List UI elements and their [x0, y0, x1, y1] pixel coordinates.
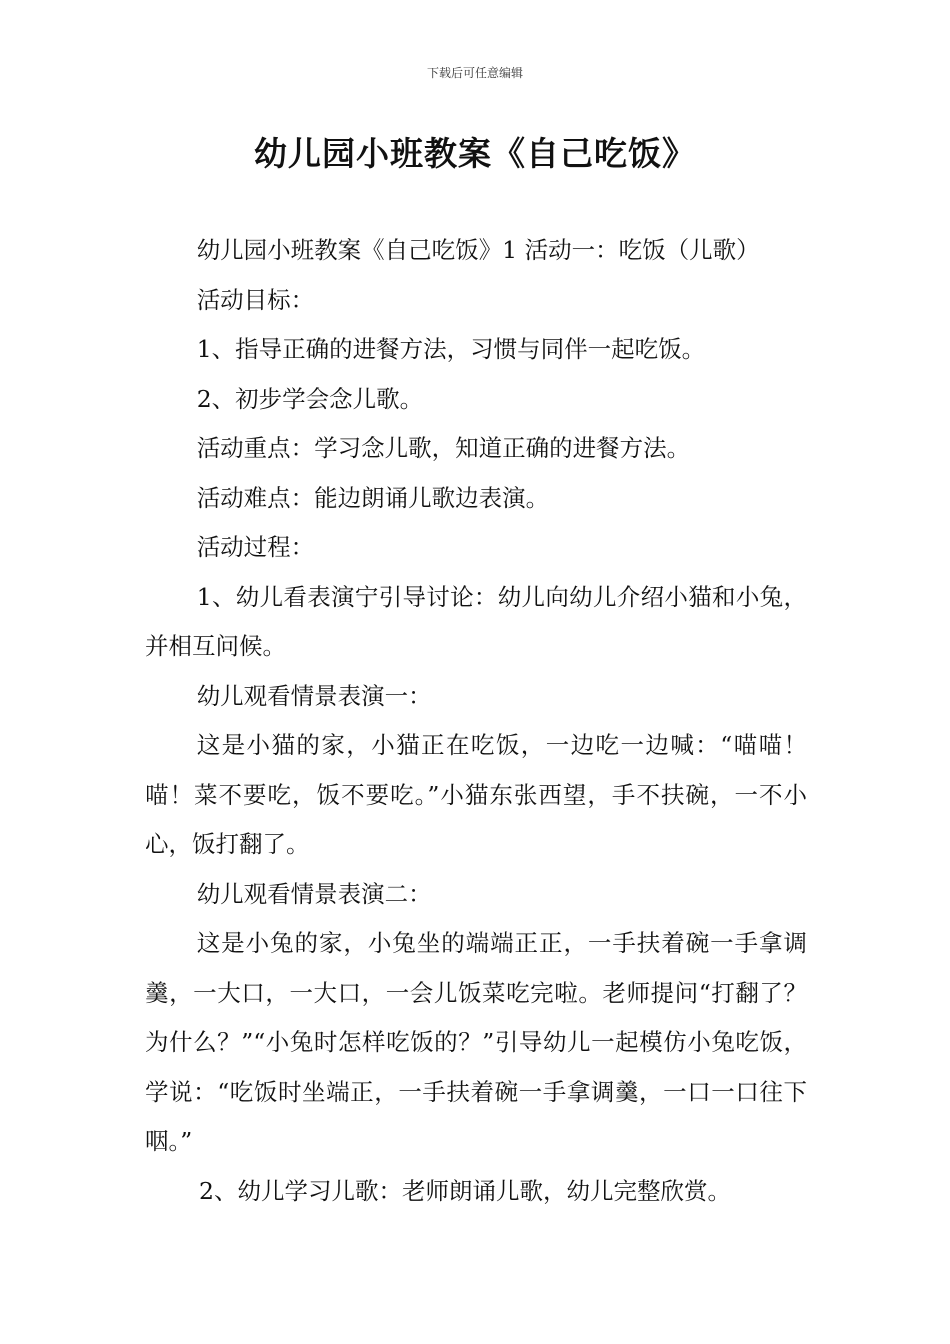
paragraph-scene-2-heading: 幼儿观看情景表演二： [196, 879, 432, 908]
paragraph-goal-2: 2、初步学会念儿歌。 [196, 384, 424, 413]
document-body [145, 226, 807, 1216]
paragraph-process-1: 1、幼儿看表演宁引导讨论：幼儿向幼儿介绍小猫和小兔，并相互问候。 [145, 582, 807, 660]
paragraph-difficulty: 活动难点：能边朗诵儿歌边表演。 [196, 483, 550, 512]
paragraph-goal-1: 1、指导正确的进餐方法，习惯与同伴一起吃饭。 [196, 335, 706, 363]
paragraph-scene-1: 这是小猫的家，小猫正在吃饭，一边吃一边喊：“喵喵！喵！菜不要吃，饭不要吃。”小猫东张西望，手不扶碗，一不小心，饭打翻了。 [145, 731, 807, 858]
paragraph-scene-1-heading: 幼儿观看情景表演一： [196, 681, 432, 710]
paragraph-key-point: 活动重点：学习念儿歌，知道正确的进餐方法。 [196, 434, 691, 462]
document-title: 幼儿园小班教案《自己吃饭》 [254, 134, 696, 173]
header-note: 下载后可任意编辑 [426, 66, 523, 80]
paragraph-process-heading: 活动过程： [196, 533, 315, 561]
paragraph-goals-heading: 活动目标： [196, 285, 315, 314]
paragraph-process-2: 2、幼儿学习儿歌：老师朗诵儿歌，幼儿完整欣赏。 [199, 1176, 731, 1205]
paragraph-intro: 幼儿园小班教案《自己吃饭》1 活动一：吃饭（儿歌） [196, 236, 760, 264]
paragraph-scene-2: 这是小兔的家，小兔坐的端端正正，一手扶着碗一手拿调羹，一大口，一大口，一会儿饭菜吃完啦。老师提问“打翻了？为什么？”“小兔时怎样吃饭的？”引导幼儿一起模仿小兔吃饭，学说：“吃饭时坐端正，一手扶着碗一手拿调羹，一口一口往下咽。” [145, 929, 807, 1155]
